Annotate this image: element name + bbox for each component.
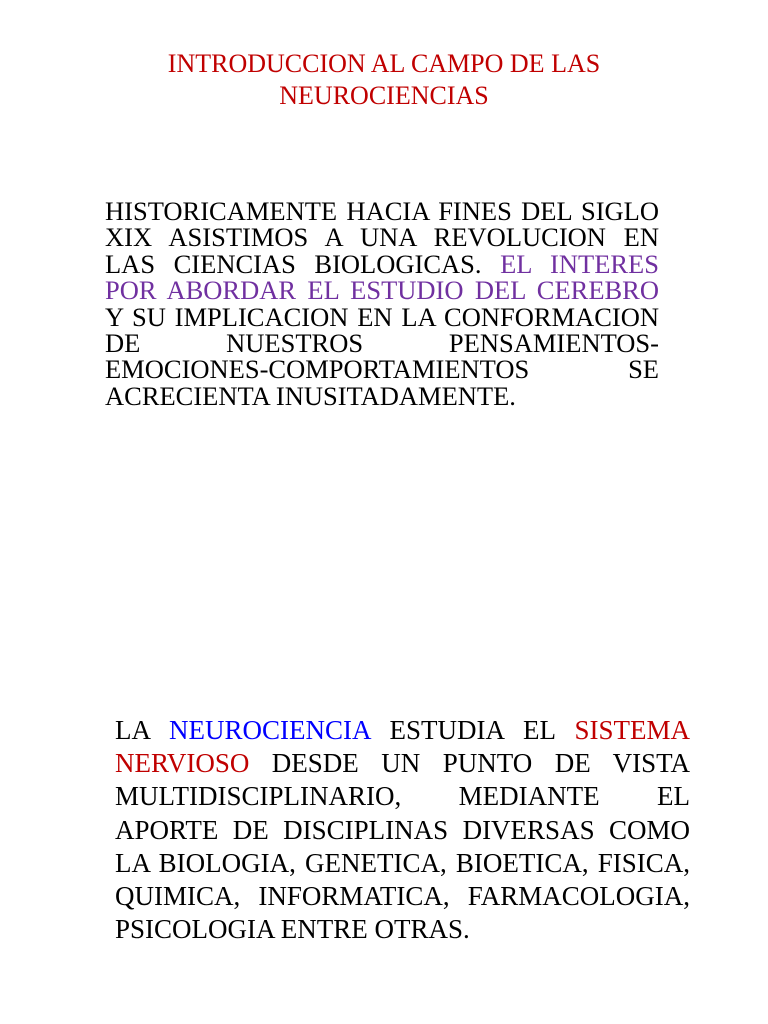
bullet-paragraph-neuroscience <box>115 714 690 946</box>
highlight-sistema-nervioso: SISTEMA NERVIOSO <box>115 715 690 779</box>
slide-title-line-2: NEUROCIENCIAS <box>279 81 489 110</box>
highlight-brain-study: EL INTERES POR ABORDAR EL ESTUDIO DEL CEREBRO <box>105 248 659 306</box>
highlight-neurociencia: NEUROCIENCIA <box>169 715 370 745</box>
bullet-paragraph-history <box>105 198 659 409</box>
paragraph-segment: HISTORICAMENTE HACIA FINES DEL SIGLO XIX ASISTIMOS A UNA REVOLUCION EN LAS CIENCIAS BIOLOGICAS. <box>105 196 659 279</box>
slide-title <box>0 48 768 112</box>
paragraph-segment: ESTUDIA EL <box>370 715 575 745</box>
paragraph-segment: LA <box>115 715 169 745</box>
slide-title-line-1: INTRODUCCION AL CAMPO DE LAS <box>167 49 601 78</box>
paragraph-segment: DESDE UN PUNTO DE VISTA MULTIDISCIPLINARIO, MEDIANTE EL APORTE DE DISCIPLINAS DIVERSAS COMO LA BIOLOGIA, GENETICA, BIOETICA, FISICA, QUIMICA, INFORMATICA, FARMACOLOGIA, PSICOLOGIA ENTRE OTRAS. <box>115 748 690 945</box>
paragraph-segment: Y SU IMPLICACION EN LA CONFORMACION DE NUESTROS PENSAMIENTOS-EMOCIONES-COMPORTAMIENTOS SE ACRECIENTA INUSITADAMENTE. <box>105 301 659 411</box>
